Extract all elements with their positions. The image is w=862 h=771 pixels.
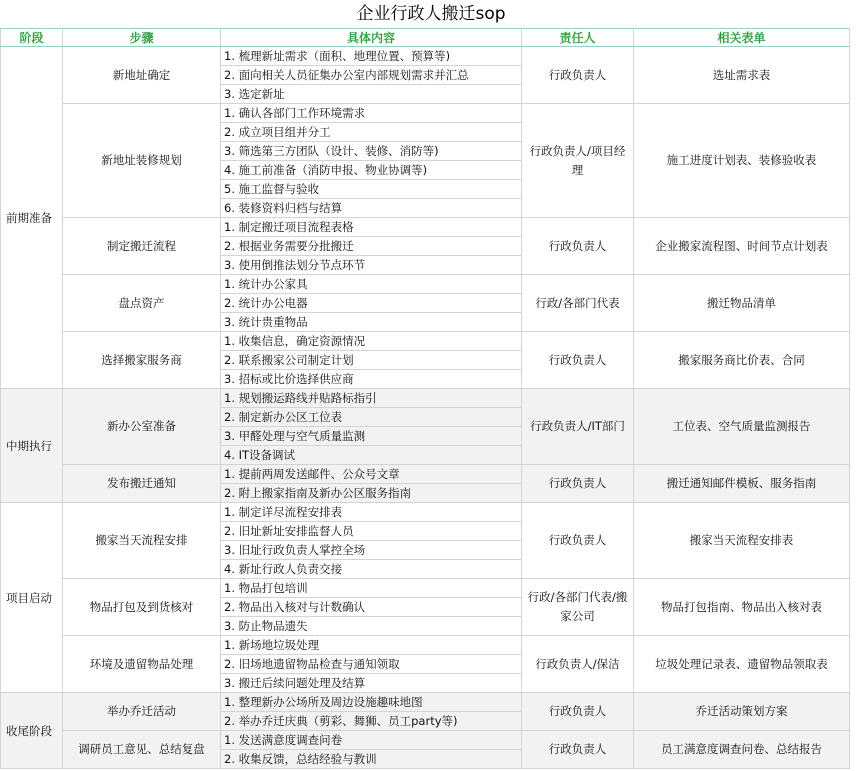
detail-cell[interactable]: 2. 制定新办公区工位表	[221, 408, 522, 427]
detail-cell[interactable]: 2. 根据业务需要分批搬迁	[221, 237, 522, 256]
table-row	[1, 332, 850, 351]
detail-cell[interactable]: 3. 使用倒推法划分节点环节	[221, 256, 522, 275]
forms-cell[interactable]: 物品打包指南、物品出入核对表	[634, 579, 850, 636]
detail-cell[interactable]: 3. 招标或比价选择供应商	[221, 370, 522, 389]
step-cell[interactable]: 发布搬迁通知	[63, 465, 221, 503]
table-body	[1, 47, 850, 769]
detail-cell[interactable]: 1. 确认各部门工作环境需求	[221, 104, 522, 123]
detail-cell[interactable]: 6. 装修资料归档与结算	[221, 199, 522, 218]
owner-cell[interactable]: 行政负责人	[522, 731, 634, 769]
owner-cell[interactable]: 行政负责人	[522, 465, 634, 503]
owner-cell[interactable]: 行政负责人	[522, 332, 634, 389]
detail-cell[interactable]: 1. 整理新办公场所及周边设施趣味地图	[221, 693, 522, 712]
detail-cell[interactable]: 3. 统计贵重物品	[221, 313, 522, 332]
owner-cell[interactable]: 行政负责人	[522, 218, 634, 275]
owner-cell[interactable]: 行政负责人/IT部门	[522, 389, 634, 465]
step-cell[interactable]: 搬家当天流程安排	[63, 503, 221, 579]
step-cell[interactable]: 制定搬迁流程	[63, 218, 221, 275]
table-row	[1, 47, 850, 66]
table-row	[1, 579, 850, 598]
detail-cell[interactable]: 3. 甲醛处理与空气质量监测	[221, 427, 522, 446]
detail-cell[interactable]: 2. 附上搬家指南及新办公区服务指南	[221, 484, 522, 503]
table-row	[1, 465, 850, 484]
detail-cell[interactable]: 1. 统计办公家具	[221, 275, 522, 294]
forms-cell[interactable]: 垃圾处理记录表、遗留物品领取表	[634, 636, 850, 693]
detail-cell[interactable]: 2. 统计办公电器	[221, 294, 522, 313]
detail-cell[interactable]: 3. 搬迁后续问题处理及结算	[221, 674, 522, 693]
detail-cell[interactable]: 4. 新址行政人负责交接	[221, 560, 522, 579]
detail-cell[interactable]: 4. IT设备调试	[221, 446, 522, 465]
detail-cell[interactable]: 2. 旧场地遗留物品检查与通知领取	[221, 655, 522, 674]
table-row	[1, 104, 850, 123]
owner-cell[interactable]: 行政/各部门代表	[522, 275, 634, 332]
forms-cell[interactable]: 搬迁通知邮件模板、服务指南	[634, 465, 850, 503]
forms-cell[interactable]: 施工进度计划表、装修验收表	[634, 104, 850, 218]
detail-cell[interactable]: 1. 提前两周发送邮件、公众号文章	[221, 465, 522, 484]
sheet-title[interactable]: 企业行政人搬迁sop	[356, 4, 506, 24]
owner-cell[interactable]: 行政负责人	[522, 503, 634, 579]
header-cell[interactable]: 阶段	[1, 29, 63, 47]
step-cell[interactable]: 盘点资产	[63, 275, 221, 332]
step-cell[interactable]: 调研员工意见、总结复盘	[63, 731, 221, 769]
detail-cell[interactable]: 2. 面向相关人员征集办公室内部规划需求并汇总	[221, 66, 522, 85]
step-cell[interactable]: 新地址确定	[63, 47, 221, 104]
detail-cell[interactable]: 2. 旧址新址安排监督人员	[221, 522, 522, 541]
detail-cell[interactable]: 2. 成立项目组并分工	[221, 123, 522, 142]
forms-cell[interactable]: 工位表、空气质量监测报告	[634, 389, 850, 465]
forms-cell[interactable]: 搬家服务商比价表、合同	[634, 332, 850, 389]
detail-cell[interactable]: 1. 制定详尽流程安排表	[221, 503, 522, 522]
table-row	[1, 636, 850, 655]
header-cell[interactable]: 相关表单	[634, 29, 850, 47]
table-row	[1, 389, 850, 408]
detail-cell[interactable]: 4. 施工前准备（消防申报、物业协调等)	[221, 161, 522, 180]
step-cell[interactable]: 举办乔迁活动	[63, 693, 221, 731]
forms-cell[interactable]: 企业搬家流程图、时间节点计划表	[634, 218, 850, 275]
sop-table	[0, 28, 850, 769]
detail-cell[interactable]: 2. 联系搬家公司制定计划	[221, 351, 522, 370]
step-cell[interactable]: 环境及遗留物品处理	[63, 636, 221, 693]
forms-cell[interactable]: 搬迁物品清单	[634, 275, 850, 332]
owner-cell[interactable]: 行政/各部门代表/搬家公司	[522, 579, 634, 636]
detail-cell[interactable]: 2. 物品出入核对与计数确认	[221, 598, 522, 617]
detail-cell[interactable]: 5. 施工监督与验收	[221, 180, 522, 199]
forms-cell[interactable]: 选址需求表	[634, 47, 850, 104]
header-cell[interactable]: 责任人	[522, 29, 634, 47]
phase-cell[interactable]: 收尾阶段	[1, 693, 63, 769]
detail-cell[interactable]: 1. 规划搬运路线并贴路标指引	[221, 389, 522, 408]
step-cell[interactable]: 选择搬家服务商	[63, 332, 221, 389]
detail-cell[interactable]: 1. 梳理新址需求（面积、地理位置、预算等)	[221, 47, 522, 66]
detail-cell[interactable]: 3. 防止物品遗失	[221, 617, 522, 636]
table-row	[1, 693, 850, 712]
phase-cell[interactable]: 项目启动	[1, 503, 63, 693]
phase-cell[interactable]: 前期准备	[1, 47, 63, 389]
detail-cell[interactable]: 3. 旧址行政负责人掌控全场	[221, 541, 522, 560]
detail-cell[interactable]: 2. 收集反馈，总结经验与教训	[221, 750, 522, 769]
forms-cell[interactable]: 搬家当天流程安排表	[634, 503, 850, 579]
owner-cell[interactable]: 行政负责人	[522, 47, 634, 104]
table-row	[1, 275, 850, 294]
detail-cell[interactable]: 3. 选定新址	[221, 85, 522, 104]
header-cell[interactable]: 步骤	[63, 29, 221, 47]
phase-cell[interactable]: 中期执行	[1, 389, 63, 503]
detail-cell[interactable]: 2. 举办乔迁庆典（剪彩、舞狮、员工party等)	[221, 712, 522, 731]
table-row	[1, 731, 850, 750]
owner-cell[interactable]: 行政负责人	[522, 693, 634, 731]
step-cell[interactable]: 新地址装修规划	[63, 104, 221, 218]
detail-cell[interactable]: 1. 制定搬迁项目流程表格	[221, 218, 522, 237]
header-cell[interactable]: 具体内容	[221, 29, 522, 47]
detail-cell[interactable]: 1. 发送满意度调查问卷	[221, 731, 522, 750]
table-row	[1, 218, 850, 237]
forms-cell[interactable]: 员工满意度调查问卷、总结报告	[634, 731, 850, 769]
owner-cell[interactable]: 行政负责人/保洁	[522, 636, 634, 693]
detail-cell[interactable]: 1. 新场地垃圾处理	[221, 636, 522, 655]
owner-cell[interactable]: 行政负责人/项目经理	[522, 104, 634, 218]
detail-cell[interactable]: 3. 筛选第三方团队（设计、装修、消防等)	[221, 142, 522, 161]
detail-cell[interactable]: 1. 物品打包培训	[221, 579, 522, 598]
step-cell[interactable]: 物品打包及到货核对	[63, 579, 221, 636]
table-row	[1, 503, 850, 522]
detail-cell[interactable]: 1. 收集信息，确定资源情况	[221, 332, 522, 351]
forms-cell[interactable]: 乔迁活动策划方案	[634, 693, 850, 731]
step-cell[interactable]: 新办公室准备	[63, 389, 221, 465]
header-row	[1, 29, 850, 47]
